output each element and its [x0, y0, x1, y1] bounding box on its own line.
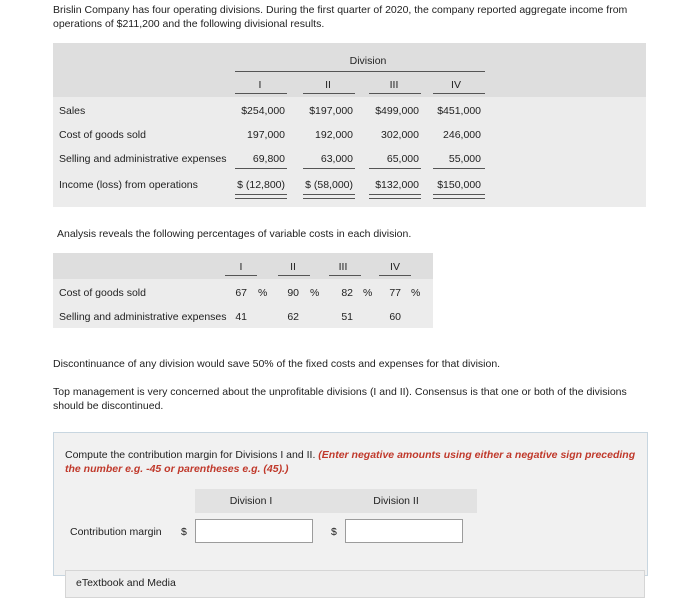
vcell-unit: % — [363, 287, 373, 299]
vcell: 41 — [235, 311, 247, 323]
cell: 197,000 — [247, 129, 285, 141]
analysis-text: Analysis reveals the following percentages of variable costs in each division. — [57, 228, 412, 240]
cell: $451,000 — [437, 105, 481, 117]
cell: $197,000 — [309, 105, 353, 117]
division-1-cm-input[interactable] — [195, 519, 313, 543]
question-text — [65, 448, 640, 476]
vcell: 60 — [389, 311, 401, 323]
question-main: Compute the contribution margin for Divisions I and II. — [65, 449, 316, 461]
row-label-sales: Sales — [59, 105, 86, 117]
cell: 69,800 — [252, 153, 285, 165]
vcell-unit: % — [258, 287, 268, 299]
cell: 246,000 — [443, 129, 481, 141]
results-table — [53, 43, 646, 207]
vcol-3: III — [338, 261, 348, 273]
vcell: 90 — [287, 287, 299, 299]
currency-symbol-2: $ — [331, 526, 337, 538]
vcell: 77 — [389, 287, 401, 299]
row-label-cogs: Cost of goods sold — [59, 129, 146, 141]
answer-col-1: Division I — [229, 495, 273, 507]
vcol-2: II — [290, 261, 296, 273]
col-header-2: II — [325, 79, 331, 91]
row-label-income: Income (loss) from operations — [59, 179, 198, 191]
vcell-unit: % — [411, 287, 421, 299]
note-discontinuance: Discontinuance of any division would save 50% of the fixed costs and expenses for that division. — [53, 358, 501, 370]
cell: 192,000 — [315, 129, 353, 141]
cell: $ (58,000) — [305, 179, 353, 191]
vcell: 67 — [235, 287, 247, 299]
note-management: Top management is very concerned about the unprofitable divisions (I and II). Consensus is that one or both of the divisions should be discontinued. — [53, 386, 627, 412]
vrow-label-sae: Selling and administrative expenses — [59, 311, 227, 323]
question-instruction: (Enter negative amounts using either a negative sign preceding the number e.g. -45 or parentheses e.g. (45).) — [65, 449, 636, 475]
cell: 302,000 — [381, 129, 419, 141]
contribution-margin-label: Contribution margin — [70, 526, 162, 538]
cell: 65,000 — [386, 153, 419, 165]
intro-text: Brislin Company has four operating divisions. During the first quarter of 2020, the company reported aggregate income from operations of $211,200 and the following divisional results. — [53, 4, 628, 30]
col-header-4: IV — [451, 79, 461, 91]
currency-symbol-1: $ — [181, 526, 187, 538]
cell: $ (12,800) — [237, 179, 285, 191]
vcell-unit: % — [310, 287, 320, 299]
row-label-sae: Selling and administrative expenses — [59, 153, 227, 165]
answer-col-2: Division II — [373, 495, 419, 507]
vcol-4: IV — [390, 261, 400, 273]
vcell: 82 — [341, 287, 353, 299]
etextbook-button[interactable] — [65, 570, 645, 598]
cell: $132,000 — [375, 179, 419, 191]
vcell: 51 — [341, 311, 353, 323]
etextbook-label: eTextbook and Media — [76, 577, 176, 589]
division-2-cm-input[interactable] — [345, 519, 463, 543]
cell: 55,000 — [448, 153, 481, 165]
division-header: Division — [349, 55, 387, 67]
variable-table — [53, 253, 433, 328]
cell: $150,000 — [437, 179, 481, 191]
vcol-1: I — [239, 261, 243, 273]
col-header-1: I — [258, 79, 262, 91]
vrow-label-cogs: Cost of goods sold — [59, 287, 146, 299]
cell: 63,000 — [320, 153, 353, 165]
col-header-3: III — [389, 79, 399, 91]
cell: $254,000 — [241, 105, 285, 117]
cell: $499,000 — [375, 105, 419, 117]
vcell: 62 — [287, 311, 299, 323]
